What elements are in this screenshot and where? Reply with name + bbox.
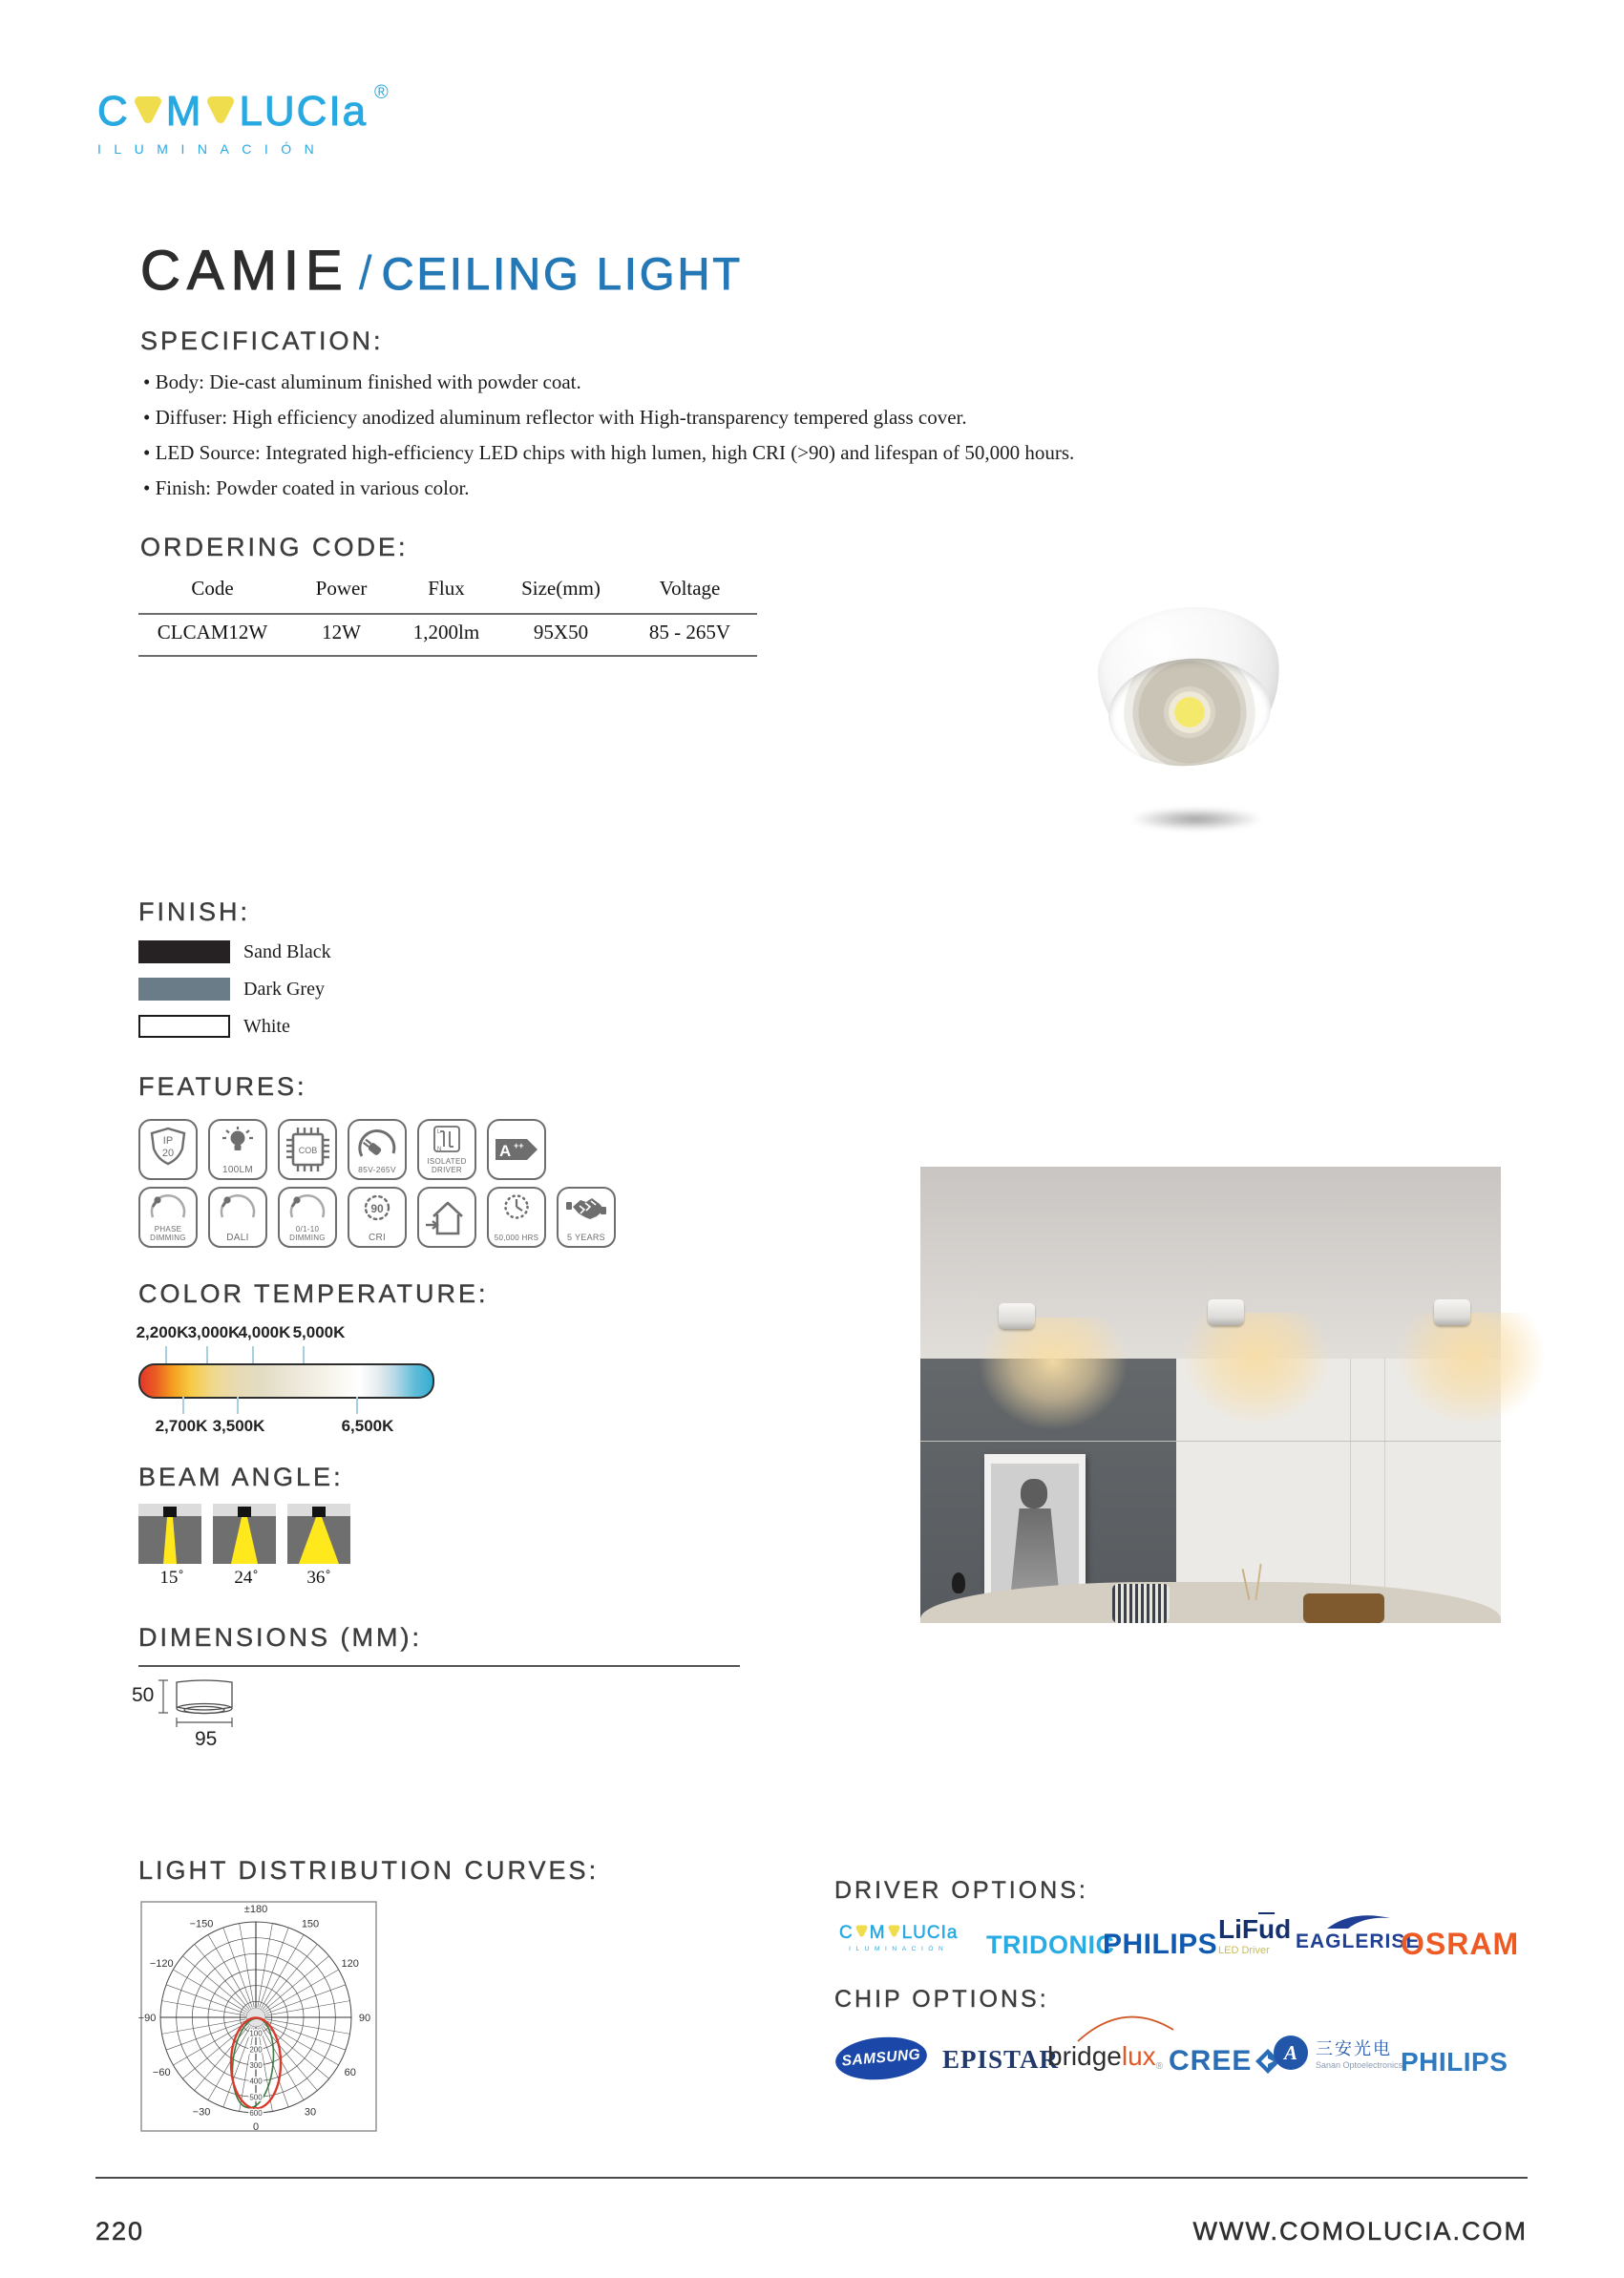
svg-text:N: N [437, 1147, 442, 1152]
feature-lifespan [487, 1187, 546, 1248]
brand-letter: C [839, 1923, 854, 1943]
color-temperature-heading: COLOR TEMPERATURE: [138, 1279, 489, 1308]
finish-option [138, 940, 331, 963]
figurine [952, 1572, 965, 1593]
beam-angle-heading: BEAM ANGLE: [138, 1463, 344, 1491]
column-header: Voltage [659, 577, 721, 600]
ct-tick [182, 1397, 184, 1414]
logo-triangle-icon [854, 1923, 869, 1944]
swatch-label: Sand Black [243, 940, 331, 962]
polar-ring-label: 300 [249, 2061, 263, 2070]
feature-energy-class [487, 1119, 546, 1180]
ct-tick [303, 1346, 305, 1363]
svg-text:COB: COB [298, 1146, 318, 1155]
energy-label-icon [493, 1136, 540, 1163]
logo-philips-driver: PHILIPS [1103, 1929, 1218, 1960]
feature-label: 50,000 HRS [494, 1234, 539, 1242]
beam-tile-15 [138, 1504, 201, 1569]
feature-label: PHASE DIMMING [150, 1225, 186, 1242]
ordering-table-header [138, 577, 754, 601]
table-rule [138, 655, 757, 657]
logo-comolucia-driver [839, 1923, 958, 1952]
column-header: Flux [428, 577, 465, 600]
feature-0-1-10-dimming [278, 1187, 337, 1248]
logo-epistar: EPISTAR [942, 2045, 1060, 2074]
chip-options-heading: CHIP OPTIONS: [834, 1986, 1049, 2013]
page-title [140, 239, 743, 303]
logo-cree [1169, 2045, 1281, 2078]
framed-portrait [984, 1454, 1086, 1605]
feature-label: 100LM [221, 1165, 254, 1175]
dimensions-rule [138, 1665, 740, 1667]
finish-option [138, 1015, 290, 1038]
registered-mark: ® [1155, 2061, 1164, 2072]
brand-letter: C [97, 88, 130, 135]
feature-label: 85V-265V [358, 1165, 396, 1174]
specification-list [143, 365, 1074, 506]
lifud-part: LiF [1218, 1914, 1258, 1944]
ct-label-4000k: 4,000K [238, 1323, 291, 1341]
polar-angle-label: 150 [301, 1918, 320, 1930]
samsung-text: SAMSUNG [840, 2046, 921, 2070]
driver-options-heading: DRIVER OPTIONS: [834, 1877, 1088, 1904]
ct-label-3500k: 3,500K [212, 1417, 265, 1435]
feature-label: CRI [368, 1233, 387, 1243]
eagle-icon [1319, 1909, 1396, 1930]
dimmer-dial-icon [216, 1192, 260, 1219]
sanan-chinese-name: 三安光电 [1316, 2039, 1392, 2058]
website-url: WWW.COMOLUCIA.COM [1192, 2217, 1528, 2246]
application-photo [920, 1167, 1501, 1623]
beam-label-24: 24˚ [234, 1568, 259, 1588]
polar-angle-label: ±180 [243, 1904, 268, 1915]
handshake-icon [564, 1193, 608, 1222]
spec-bullet: • LED Source: Integrated high-efficiency LED chips with high lumen, high CRI (>90) and lifespan of 50,000 hours. [143, 441, 1075, 464]
logo-samsung [833, 2034, 928, 2083]
feature-dali [208, 1187, 267, 1248]
brand-letter: M [165, 88, 203, 135]
feature-label: ISOLATED DRIVER [427, 1157, 467, 1174]
svg-text:L: L [437, 1129, 441, 1135]
ct-tick [165, 1346, 167, 1363]
column-header: Code [191, 577, 234, 600]
product-name: CAMIE [140, 240, 349, 302]
logo-lifud [1218, 1914, 1291, 1956]
ct-tick [356, 1397, 358, 1414]
brand-letter: M [869, 1923, 886, 1943]
polar-angle-label: −60 [152, 2067, 171, 2078]
polar-ring-label: 600 [249, 2109, 263, 2118]
feature-label: DALI [226, 1233, 249, 1243]
features-heading: FEATURES: [138, 1072, 307, 1101]
feature-ip20 [138, 1119, 198, 1180]
portrait-head [1021, 1479, 1046, 1508]
finish-heading: FINISH: [138, 897, 251, 926]
bridgelux-part: bridge [1047, 2041, 1122, 2071]
feature-cob [278, 1119, 337, 1180]
feature-warranty [557, 1187, 616, 1248]
polar-angle-label: 30 [304, 2106, 317, 2119]
polar-angle-label: 120 [341, 1958, 359, 1970]
svg-text:50: 50 [132, 1684, 155, 1706]
logo-triangle-icon [887, 1923, 901, 1944]
polar-angle-label: 60 [344, 2067, 356, 2078]
bridgelux-part: lux [1121, 2041, 1156, 2071]
logo-triangle-icon [132, 88, 164, 136]
brown-pillow [1303, 1593, 1384, 1623]
dimmer-dial-icon [285, 1192, 329, 1219]
bulb-icon [217, 1126, 259, 1158]
lifud-part: $\overline{u}$ [1258, 1914, 1276, 1944]
shield-icon [146, 1125, 190, 1174]
ct-label-3000k: 3,000K [187, 1323, 241, 1341]
polar-ring-label: 500 [249, 2093, 263, 2102]
light-glow [1147, 1313, 1366, 1513]
light-distribution-chart [137, 1901, 377, 2133]
registered-mark: ® [374, 82, 389, 103]
beam-tile-24 [213, 1504, 276, 1569]
brand-tagline: ILUMINACIÓN [849, 1946, 949, 1952]
spec-bullet: • Body: Die-cast aluminum finished with powder coat. [143, 370, 581, 393]
beam-tile-36 [287, 1504, 350, 1569]
brand-wordmark [97, 88, 368, 136]
column-header: Power [315, 577, 368, 600]
cell-size: 95X50 [533, 621, 589, 643]
finish-option [138, 978, 325, 1001]
dimensions-heading: DIMENSIONS (MM): [138, 1623, 422, 1652]
brand-letter: LUCIa [239, 88, 369, 135]
portrait-body [1010, 1508, 1059, 1596]
table-rule [138, 613, 757, 615]
brand-tagline: ILUMINACIÓN [97, 141, 327, 157]
logo-sanan [1274, 2035, 1403, 2070]
ceiling-light [999, 1303, 1035, 1329]
cell-power: 12W [322, 621, 361, 643]
svg-text:++: ++ [514, 1141, 524, 1150]
logo-triangle-icon [204, 88, 237, 136]
polar-ring-label: 400 [249, 2077, 263, 2086]
logo-osram: OSRAM [1401, 1927, 1520, 1961]
brand-letter: LUCIa [901, 1923, 959, 1943]
sanan-circle-icon [1274, 2035, 1308, 2070]
svg-text:IP: IP [162, 1135, 174, 1147]
feature-phase-dimming [138, 1187, 198, 1248]
feature-label: 0/1-10 DIMMING [289, 1225, 326, 1242]
distribution-heading: LIGHT DISTRIBUTION CURVES: [138, 1856, 600, 1885]
feature-voltage [348, 1119, 407, 1180]
lifud-part: d [1275, 1914, 1292, 1944]
color-swatch-sand-black [138, 940, 230, 963]
sanan-subtitle: Sanan Optoelectronics [1316, 2060, 1403, 2070]
polar-ring-label: 100 [249, 2029, 263, 2038]
polar-angle-label: −30 [192, 2106, 211, 2119]
svg-text:95: 95 [195, 1728, 218, 1750]
product-photo [1096, 600, 1287, 833]
cell-flux: 1,200lm [412, 621, 480, 643]
color-swatch-white [138, 1015, 230, 1038]
cob-chip-icon [285, 1126, 330, 1173]
beam-label-36: 36˚ [306, 1568, 331, 1588]
specification-heading: SPECIFICATION: [140, 327, 384, 355]
brand-logo [97, 88, 368, 157]
logo-bridgelux [1047, 2016, 1164, 2072]
spec-bullet: • Diffuser: High efficiency anodized aluminum reflector with High-transparency tempered glass cover. [143, 406, 967, 429]
light-glow [1361, 1313, 1581, 1513]
dimmer-dial-icon [146, 1192, 190, 1219]
ct-label-2700k: 2,700K [155, 1417, 208, 1435]
color-temperature-bar [138, 1363, 434, 1399]
isolated-driver-icon [428, 1125, 466, 1153]
sanan-letter: A [1283, 2040, 1297, 2064]
footer-rule [95, 2177, 1528, 2179]
logo-tridonic: TRIDONIC [986, 1930, 1115, 1959]
cree-text: CREE [1169, 2045, 1253, 2077]
ct-tick [252, 1346, 254, 1363]
swatch-label: Dark Grey [243, 978, 325, 1000]
feature-indoor [417, 1187, 476, 1248]
ordering-heading: ORDERING CODE: [140, 533, 409, 561]
svg-text:A: A [499, 1142, 512, 1160]
dimension-drawing [132, 1673, 256, 1752]
house-icon [422, 1195, 472, 1239]
plug-icon [354, 1125, 400, 1161]
svg-text:20: 20 [161, 1148, 175, 1159]
page-number: 220 [95, 2217, 145, 2246]
photo-shadow [1129, 808, 1263, 831]
polar-angle-label: −90 [137, 2013, 157, 2024]
color-swatch-dark-grey [138, 978, 230, 1001]
polar-angle-label: 0 [252, 2121, 260, 2133]
svg-text:90: 90 [370, 1202, 384, 1215]
logo-philips-chip: PHILIPS [1401, 2047, 1508, 2077]
polar-angle-label: 90 [358, 2013, 371, 2024]
ceiling-light [1434, 1299, 1470, 1325]
spec-bullet: • Finish: Powder coated in various color. [143, 476, 470, 499]
lifud-subtitle: LED Driver [1218, 1945, 1270, 1956]
beam-label-15: 15˚ [159, 1568, 184, 1588]
eaglerise-text: EAGLERISE [1296, 1930, 1421, 1952]
polar-angle-label: −150 [189, 1918, 214, 1930]
portrait-print [991, 1464, 1078, 1596]
ordering-table-row [138, 621, 754, 644]
column-header: Size(mm) [521, 577, 601, 600]
feature-isolated-driver [417, 1119, 476, 1180]
product-category: CEILING LIGHT [381, 248, 744, 299]
ct-label-5000k: 5,000K [292, 1323, 346, 1341]
ct-label-2200k: 2,200K [136, 1323, 189, 1341]
swatch-label: White [243, 1015, 290, 1037]
feature-label: 5 YEARS [567, 1233, 605, 1242]
striped-pillow [1112, 1584, 1171, 1623]
cell-voltage: 85 - 265V [648, 621, 731, 643]
polar-angle-label: −120 [149, 1958, 174, 1970]
feature-100lm [208, 1119, 267, 1180]
title-slash: / [358, 246, 372, 300]
ct-label-6500k: 6,500K [341, 1417, 394, 1435]
clock-icon [495, 1192, 538, 1221]
cri-icon [355, 1192, 399, 1223]
bridgelux-arc-icon [1074, 2011, 1181, 2043]
ceiling-light [1208, 1299, 1244, 1325]
ct-tick [237, 1397, 239, 1414]
polar-ring-label: 200 [249, 2045, 263, 2055]
cell-code: CLCAM12W [157, 621, 268, 643]
ct-tick [206, 1346, 208, 1363]
feature-cri [348, 1187, 407, 1248]
